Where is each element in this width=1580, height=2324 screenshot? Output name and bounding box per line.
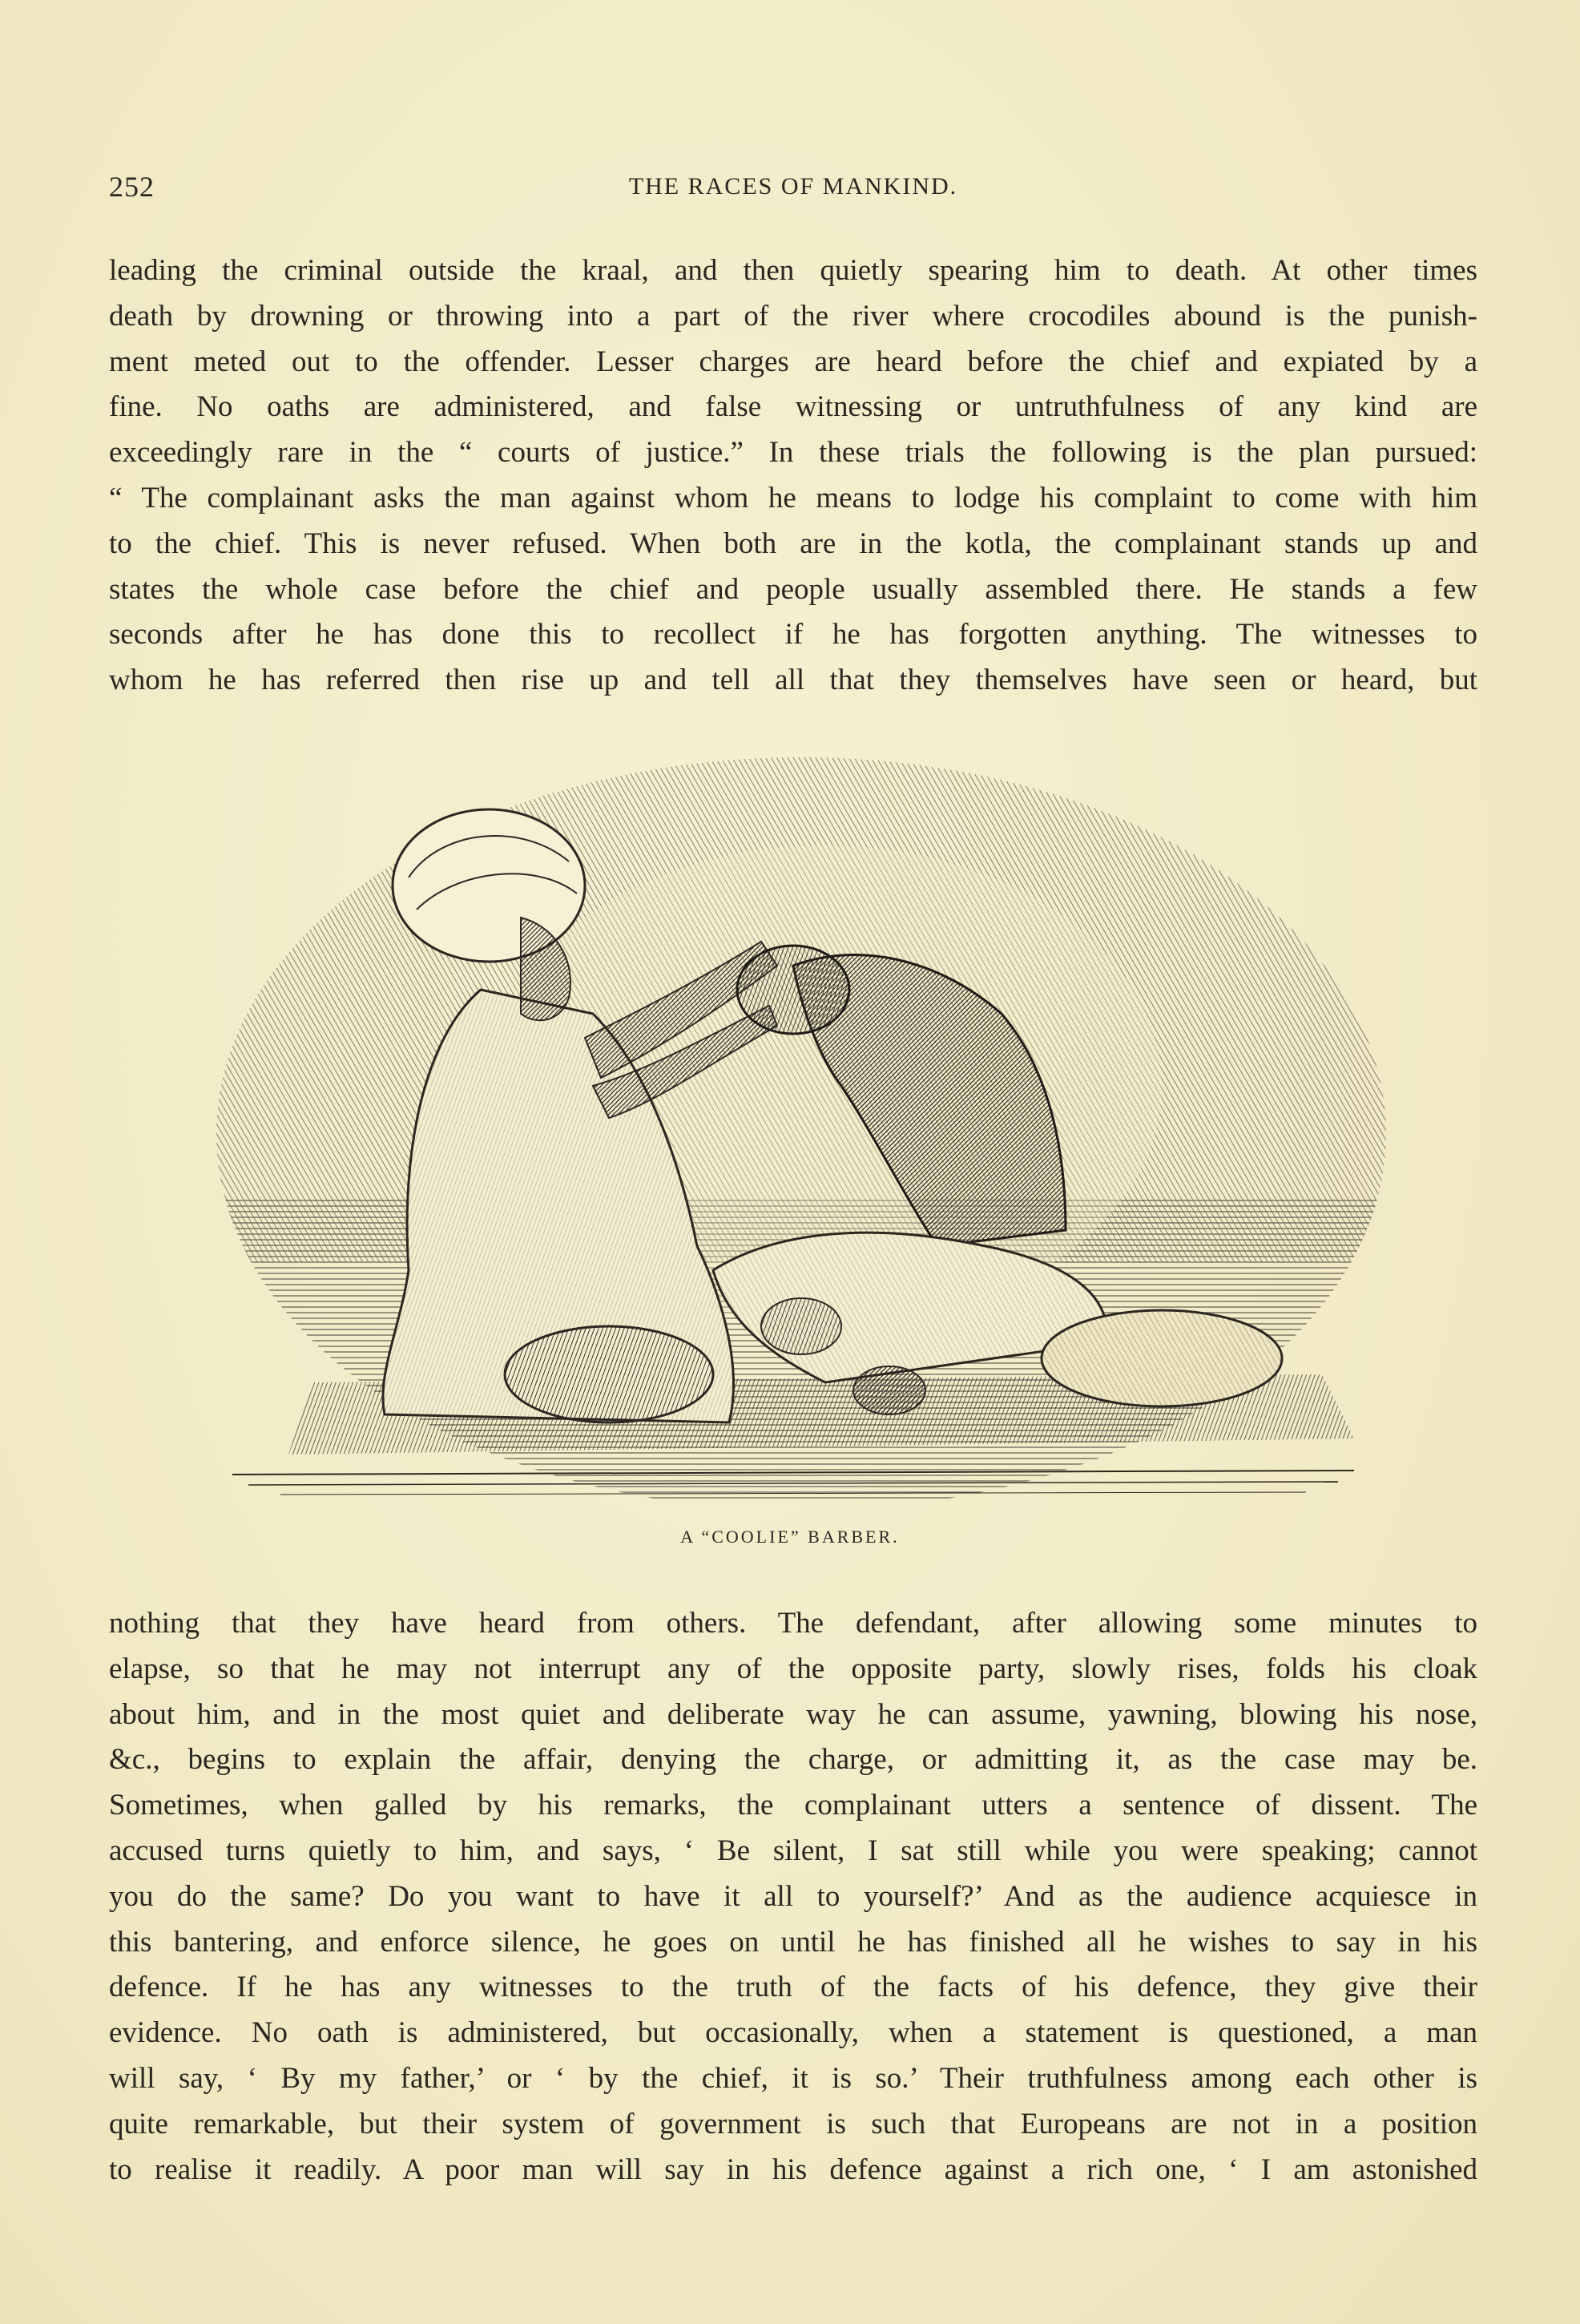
text-line: nothing that they have heard from others. The defendant, after allowing some minutes to [109, 1607, 1477, 1640]
body-text-lower [109, 1601, 1477, 2193]
engraving-illustration [216, 749, 1386, 1503]
text-line: this bantering, and enforce silence, he goes on until he has finished all he wishes to say in his [109, 1925, 1477, 1959]
text-line: elapse, so that he may not interrupt any of the opposite party, slowly rises, folds his cloak [109, 1652, 1477, 1685]
running-head: THE RACES OF MANKIND. [628, 173, 958, 200]
text-line: you do the same? Do you want to have it all to yourself?’ And as the audience acquiesce in [109, 1879, 1477, 1913]
body-text-upper [109, 248, 1477, 704]
text-line: will say, ‘ By my father,’ or ‘ by the chief, it is so.’ Their truthfulness among each other is [109, 2061, 1477, 2095]
text-line: fine. No oaths are administered, and false witnessing or untruthfulness of any kind are [109, 390, 1477, 424]
figure-caption: A “COOLIE” BARBER. [680, 1527, 900, 1547]
turban [393, 809, 585, 962]
mirror [853, 1366, 925, 1414]
text-line: ment meted out to the offender. Lesser charges are heard before the chief and expiated by a [109, 345, 1477, 378]
text-line: exceedingly rare in the “ courts of justice.” In these trials the following is the plan pursued: [109, 436, 1477, 470]
page-number: 252 [109, 171, 155, 203]
text-line: about him, and in the most quiet and deliberate way he can assume, yawning, blowing his nose, [109, 1697, 1477, 1731]
coolie-barber-engraving [216, 749, 1386, 1503]
text-line: Sometimes, when galled by his remarks, the complainant utters a sentence of dissent. The [109, 1789, 1477, 1822]
text-line: leading the criminal outside the kraal, and then quietly spearing him to death. At other times [109, 254, 1477, 287]
text-line: to realise it readily. A poor man will say in his defence against a rich one, ‘ I am astonished [109, 2153, 1477, 2186]
text-line: defence. If he has any witnesses to the truth of the facts of his defence, they give their [109, 1971, 1477, 2004]
text-line: whom he has referred then rise up and tell all that they themselves have seen or heard, but [109, 664, 1477, 697]
text-line: evidence. No oath is administered, but occasionally, when a statement is questioned, a man [109, 2016, 1477, 2050]
text-line: to the chief. This is never refused. When both are in the kotla, the complainant stands up and [109, 527, 1477, 560]
text-line: death by drowning or throwing into a part of the river where crocodiles abound is the punish- [109, 299, 1477, 333]
text-line: &c., begins to explain the affair, denying the charge, or admitting it, as the case may be. [109, 1743, 1477, 1777]
page-header [109, 170, 1477, 210]
text-line: “ The complainant asks the man against whom he means to lodge his complaint to come with him [109, 481, 1477, 514]
text-line: seconds after he has done this to recollect if he has forgotten anything. The witnesses to [109, 618, 1477, 652]
text-line: accused turns quietly to him, and says, ‘ Be silent, I sat still while you were speaking; cannot [109, 1834, 1477, 1867]
text-line: states the whole case before the chief and people usually assembled there. He stands a few [109, 572, 1477, 606]
text-line: quite remarkable, but their system of government is such that Europeans are not in a position [109, 2107, 1477, 2140]
